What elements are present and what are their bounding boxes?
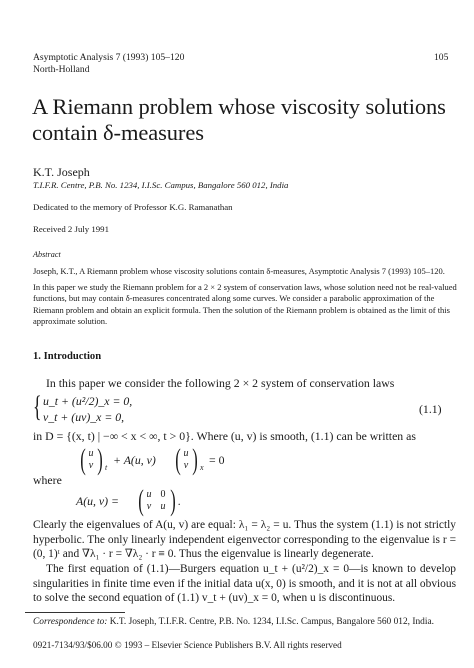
- journal-citation: Asymptotic Analysis 7 (1993) 105–120: [33, 52, 185, 63]
- matrix-a12: 0: [160, 489, 166, 500]
- subscript-x: x: [200, 463, 204, 472]
- equation-line-2: v_t + (uv)_x = 0,: [43, 410, 125, 424]
- footnote-rule: [25, 612, 125, 613]
- copyright-line: 0921-7134/93/$06.00 © 1993 – Elsevier Science Publishers B.V. All rights reserved: [33, 640, 342, 650]
- paragraph-burgers: The first equation of (1.1)—Burgers equation u_t + (u²/2)_x = 0—is known to develop singularities in finite time even if the initial data u(x, 0) is smooth, and it is not at all obvious to solve the second equation of (1.1) v_t + (uv)_x = 0, when u is discontinuous.: [33, 563, 456, 605]
- matrix-A-label: A(u, v) =: [76, 494, 120, 508]
- correspondence-text: K.T. Joseph, T.I.F.R. Centre, P.B. No. 1234, I.I.Sc. Campus, Bangalore 560 012, India.: [109, 617, 434, 627]
- matrix-a21: v: [146, 501, 152, 512]
- dedication: Dedicated to the memory of Professor K.G. Ramanathan: [33, 202, 233, 212]
- matrix-end: .: [178, 494, 181, 508]
- system-middle: + A(u, v): [113, 453, 156, 467]
- intro-sentence: In this paper we consider the following 2 × 2 system of conservation laws: [46, 376, 395, 390]
- author-name: K.T. Joseph: [33, 165, 90, 179]
- abstract-text: In this paper we study the Riemann problem for a 2 × 2 system of conservation laws, whose solution need not be real-valued functions, but may contain δ-measures concentrated along some curves. We consider a parabolic approximation of the Riemann problem and obtain an explicit formula. Then the solution of the Riemann problem is obtained as the limit of this approximate solution.: [33, 282, 457, 327]
- abstract-citation: Joseph, K.T., A Riemann problem whose viscosity solutions contain δ-measures, Asymptotic Analysis 7 (1993) 105–120.: [33, 266, 445, 276]
- correspondence-label: Correspondence to:: [33, 617, 108, 627]
- system-end: = 0: [209, 453, 225, 467]
- equation-line-1: u_t + (u²/2)_x = 0,: [43, 394, 133, 408]
- author-affiliation: T.I.F.R. Centre, P.B. No. 1234, I.I.Sc. Campus, Bangalore 560 012, India: [33, 180, 289, 190]
- matrix-a22: u: [160, 501, 166, 512]
- article-title-line-2: contain δ-measures: [32, 120, 204, 145]
- equation-number: (1.1): [419, 402, 442, 416]
- received-date: Received 2 July 1991: [33, 224, 109, 234]
- vector-v: v: [88, 460, 94, 471]
- matrix-a11: u: [146, 489, 152, 500]
- vector-u: u: [88, 448, 94, 459]
- subscript-t: t: [105, 463, 108, 472]
- left-brace: {: [33, 390, 42, 423]
- publisher: North-Holland: [33, 64, 90, 75]
- domain-sentence: in D = {(x, t) | −∞ < x < ∞, t > 0}. Where (u, v) is smooth, (1.1) can be written as: [33, 429, 416, 443]
- correspondence: [33, 617, 434, 627]
- paragraph-eigenvalues: Clearly the eigenvalues of A(u, v) are equal: λ₁ = λ₂ = u. Thus the system (1.1) is not strictly hyperbolic. The only linearly independent eigenvector corresponding to the eigenvalue is r = (0, 1)ᵗ and ∇λ₁ · r = ∇λ₂ · r ≡ 0. Thus the eigenvalue is linearly degenerate.: [33, 519, 456, 561]
- vector-v-2: v: [183, 460, 189, 471]
- vector-u-2: u: [183, 448, 189, 459]
- abstract-heading: Abstract: [33, 250, 61, 259]
- article-title-line-1: A Riemann problem whose viscosity solutions: [32, 94, 446, 119]
- page-number: 105: [434, 52, 449, 63]
- section-heading: 1. Introduction: [33, 351, 102, 362]
- where-label: where: [33, 473, 62, 487]
